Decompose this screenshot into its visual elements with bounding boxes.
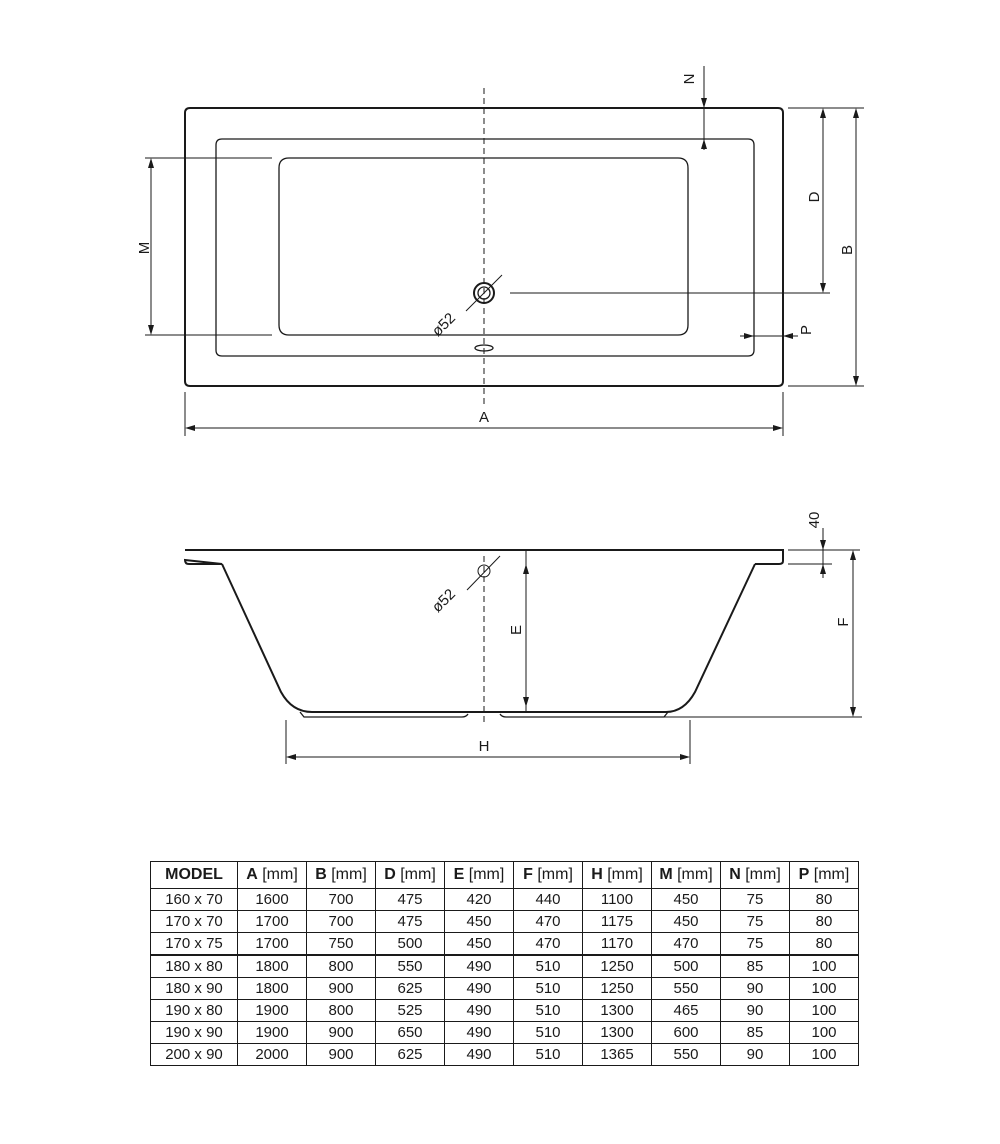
p-arrow-right: [744, 333, 754, 339]
value-cell: 510: [514, 955, 583, 978]
value-cell: 490: [445, 978, 514, 1000]
header-unit: [mm]: [672, 866, 713, 883]
model-cell: 190 x 90: [151, 1022, 238, 1044]
f-arrow-bottom: [850, 707, 856, 717]
header-n: [721, 862, 790, 889]
p-arrow-left: [783, 333, 793, 339]
value-cell: 475: [376, 911, 445, 933]
header-key: P: [798, 866, 810, 883]
value-cell: 700: [307, 911, 376, 933]
table-row: [151, 911, 859, 933]
value-cell: 90: [721, 1000, 790, 1022]
h-arrow-right: [680, 754, 690, 760]
b-arrow-top: [853, 108, 859, 118]
value-cell: 490: [445, 1044, 514, 1066]
value-cell: 450: [652, 889, 721, 911]
value-cell: 1300: [583, 1000, 652, 1022]
model-cell: 180 x 90: [151, 978, 238, 1000]
value-cell: 1600: [238, 889, 307, 911]
value-cell: 900: [307, 1044, 376, 1066]
value-cell: 1700: [238, 911, 307, 933]
dimensions-table: [150, 861, 859, 1066]
value-cell: 450: [652, 911, 721, 933]
value-cell: 100: [790, 978, 859, 1000]
value-cell: 750: [307, 933, 376, 956]
e-label: E: [508, 624, 525, 636]
value-cell: 490: [445, 1022, 514, 1044]
drain-label-side: ø52: [428, 585, 459, 616]
value-cell: 510: [514, 1000, 583, 1022]
header-row: [151, 862, 859, 889]
header-key: A: [246, 866, 258, 883]
table-body: [151, 889, 859, 1066]
header-unit: [mm]: [532, 866, 573, 883]
value-cell: 510: [514, 1022, 583, 1044]
value-cell: 470: [514, 911, 583, 933]
value-cell: 100: [790, 1000, 859, 1022]
header-key: H: [591, 866, 603, 883]
value-cell: 85: [721, 1022, 790, 1044]
header-p: [790, 862, 859, 889]
h-arrow-left: [286, 754, 296, 760]
value-cell: 550: [376, 955, 445, 978]
value-cell: 1300: [583, 1022, 652, 1044]
header-key: E: [453, 866, 465, 883]
p-label: P: [798, 324, 815, 336]
model-cell: 170 x 75: [151, 933, 238, 956]
value-cell: 100: [790, 1044, 859, 1066]
header-a: [238, 862, 307, 889]
value-cell: 475: [376, 889, 445, 911]
e-arrow-bottom: [523, 697, 529, 707]
n-arrow-down: [701, 98, 707, 108]
value-cell: 510: [514, 1044, 583, 1066]
value-cell: 625: [376, 978, 445, 1000]
header-unit: [mm]: [740, 866, 781, 883]
value-cell: 550: [652, 1044, 721, 1066]
m-label: M: [136, 241, 153, 255]
value-cell: 1900: [238, 1022, 307, 1044]
a-label: A: [478, 409, 490, 426]
value-cell: 470: [514, 933, 583, 956]
value-cell: 465: [652, 1000, 721, 1022]
value-cell: 100: [790, 1022, 859, 1044]
table-row: [151, 955, 859, 978]
d-label: D: [806, 191, 823, 203]
f-label: F: [835, 617, 852, 627]
model-cell: 200 x 90: [151, 1044, 238, 1066]
table-row: [151, 978, 859, 1000]
a-arrow-right: [773, 425, 783, 431]
value-cell: 700: [307, 889, 376, 911]
top-view: [136, 66, 864, 436]
table-header: [151, 862, 859, 889]
header-e: [445, 862, 514, 889]
header-key: N: [729, 866, 741, 883]
tub-inner-edge: [216, 139, 754, 356]
value-cell: 450: [445, 933, 514, 956]
header-unit: [mm]: [257, 866, 298, 883]
value-cell: 80: [790, 911, 859, 933]
value-cell: 450: [445, 911, 514, 933]
b-label: B: [839, 244, 856, 256]
header-unit: [mm]: [326, 866, 367, 883]
value-cell: 800: [307, 955, 376, 978]
table-row: [151, 1044, 859, 1066]
header-m: [652, 862, 721, 889]
header-f: [514, 862, 583, 889]
f-arrow-top: [850, 550, 856, 560]
header-key: D: [384, 866, 396, 883]
header-d: [376, 862, 445, 889]
value-cell: 525: [376, 1000, 445, 1022]
h-label: H: [478, 738, 490, 755]
value-cell: 85: [721, 955, 790, 978]
header-h: [583, 862, 652, 889]
value-cell: 510: [514, 978, 583, 1000]
model-cell: 190 x 80: [151, 1000, 238, 1022]
rim-arrow-up: [820, 564, 826, 574]
m-arrow-top: [148, 158, 154, 168]
header-unit: [mm]: [395, 866, 436, 883]
model-cell: 160 x 70: [151, 889, 238, 911]
side-view: [185, 512, 862, 764]
n-arrow-up: [701, 139, 707, 149]
header-key: F: [523, 866, 533, 883]
value-cell: 650: [376, 1022, 445, 1044]
a-arrow-left: [185, 425, 195, 431]
value-cell: 100: [790, 955, 859, 978]
header-key: B: [315, 866, 327, 883]
value-cell: 80: [790, 889, 859, 911]
value-cell: 90: [721, 1044, 790, 1066]
table-row: [151, 889, 859, 911]
value-cell: 500: [652, 955, 721, 978]
model-cell: 170 x 70: [151, 911, 238, 933]
value-cell: 440: [514, 889, 583, 911]
tub-body-profile: [222, 564, 755, 712]
value-cell: 1800: [238, 978, 307, 1000]
value-cell: 1100: [583, 889, 652, 911]
value-cell: 80: [790, 933, 859, 956]
m-arrow-bottom: [148, 325, 154, 335]
value-cell: 490: [445, 955, 514, 978]
value-cell: 1250: [583, 978, 652, 1000]
value-cell: 1800: [238, 955, 307, 978]
value-cell: 500: [376, 933, 445, 956]
model-cell: 180 x 80: [151, 955, 238, 978]
value-cell: 1250: [583, 955, 652, 978]
n-label: N: [681, 73, 698, 85]
value-cell: 900: [307, 1022, 376, 1044]
header-unit: [mm]: [809, 866, 850, 883]
table-row: [151, 1000, 859, 1022]
header-unit: [mm]: [602, 866, 643, 883]
rim-label: 40: [806, 511, 823, 529]
drain-label-top: ø52: [428, 309, 459, 340]
value-cell: 1175: [583, 911, 652, 933]
header-unit: [mm]: [464, 866, 505, 883]
value-cell: 1900: [238, 1000, 307, 1022]
value-cell: 490: [445, 1000, 514, 1022]
value-cell: 550: [652, 978, 721, 1000]
value-cell: 1170: [583, 933, 652, 956]
d-arrow-top: [820, 108, 826, 118]
header-key: M: [659, 866, 673, 883]
header-b: [307, 862, 376, 889]
d-arrow-bottom: [820, 283, 826, 293]
value-cell: 800: [307, 1000, 376, 1022]
value-cell: 2000: [238, 1044, 307, 1066]
table-row: [151, 1022, 859, 1044]
header-model: MODEL: [151, 862, 238, 889]
e-arrow-top: [523, 564, 529, 574]
value-cell: 75: [721, 911, 790, 933]
value-cell: 600: [652, 1022, 721, 1044]
value-cell: 1700: [238, 933, 307, 956]
value-cell: 625: [376, 1044, 445, 1066]
value-cell: 75: [721, 889, 790, 911]
rim-arrow-down: [820, 540, 826, 550]
value-cell: 90: [721, 978, 790, 1000]
value-cell: 75: [721, 933, 790, 956]
value-cell: 470: [652, 933, 721, 956]
value-cell: 900: [307, 978, 376, 1000]
value-cell: 1365: [583, 1044, 652, 1066]
b-arrow-bottom: [853, 376, 859, 386]
table-row: [151, 933, 859, 956]
value-cell: 420: [445, 889, 514, 911]
